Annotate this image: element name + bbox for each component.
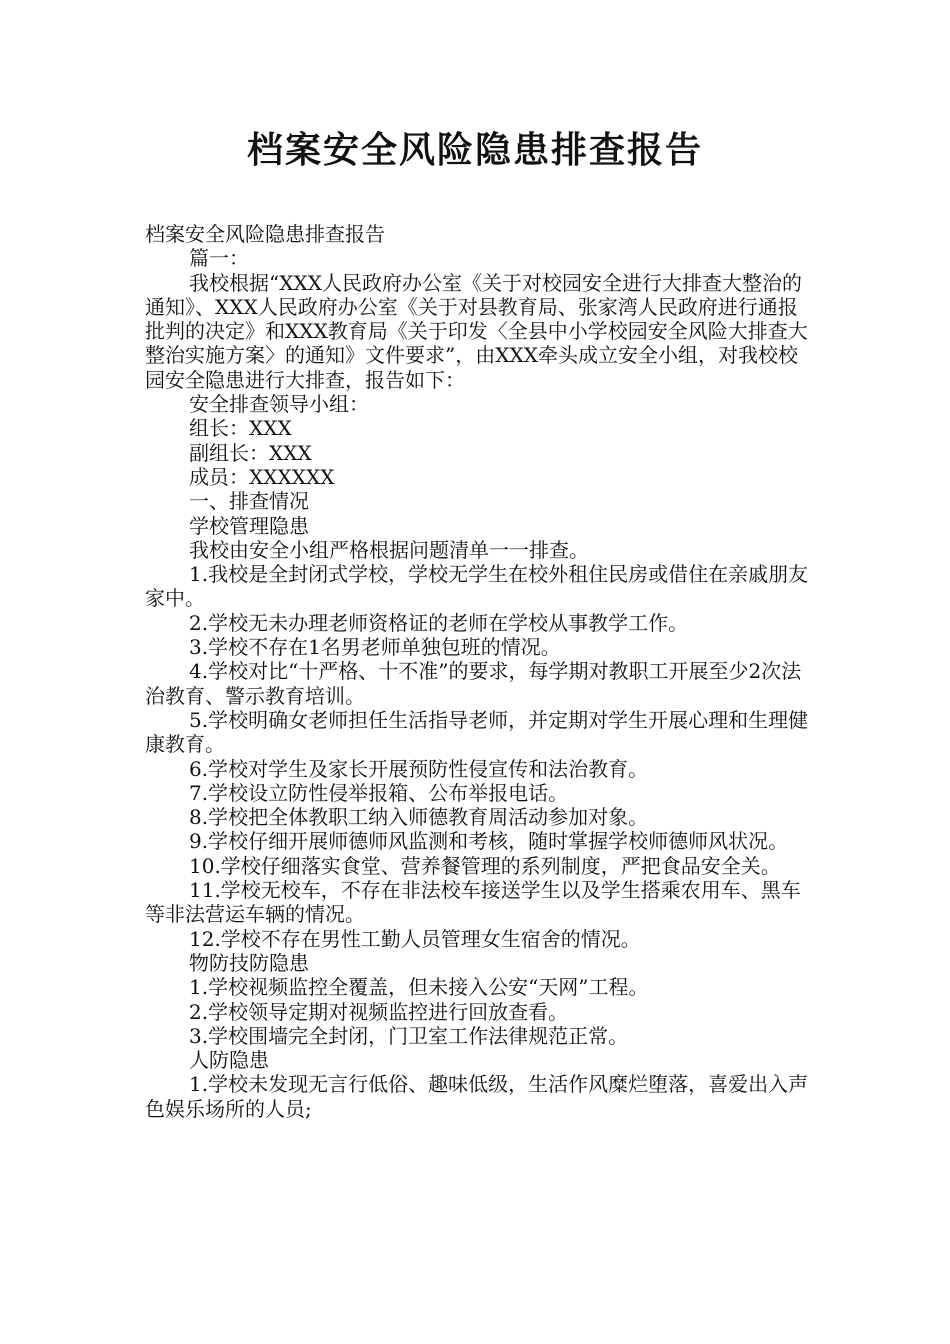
subsection-heading: 物防技防隐患 <box>189 950 309 975</box>
list-item: 9.学校仔细开展师德师风监测和考核，随时掌握学校师德师风状况。 <box>189 829 789 854</box>
team-members: 成员：XXXXXX <box>189 464 335 489</box>
list-item: 6.学校对学生及家长开展预防性侵宣传和法治教育。 <box>189 756 649 781</box>
team-heading: 安全排查领导小组： <box>189 392 369 417</box>
list-item: 2.学校无未办理老师资格证的老师在学校从事教学工作。 <box>189 610 689 635</box>
list-item: 12.学校不存在男性工勤人员管理女生宿舍的情况。 <box>189 926 641 951</box>
subsection-heading: 人防隐患 <box>189 1048 269 1073</box>
paragraph: 我校由安全小组严格根据问题清单一一排查。 <box>189 537 589 562</box>
list-item: 3.学校围墙完全封闭，门卫室工作法律规范正常。 <box>189 1023 629 1048</box>
team-deputy-leader: 副组长：XXX <box>189 440 312 465</box>
list-item: 1.学校未发现无言行低俗、趣味低级，生活作风糜烂堕落，喜爱出入声色娱乐场所的人员; <box>145 1072 809 1121</box>
team-leader: 组长：XXX <box>189 416 292 441</box>
list-item: 11.学校无校车，不存在非法校车接送学生以及学生搭乘农用车、黑车等非法营运车辆的情况。 <box>145 878 801 927</box>
document-title: 档案安全风险隐患排查报告 <box>246 130 703 171</box>
subsection-heading: 学校管理隐患 <box>189 513 309 538</box>
list-item: 3.学校不存在1名男老师单独包班的情况。 <box>189 635 561 660</box>
list-item: 1.我校是全封闭式学校，学校无学生在校外租住民房或借住在亲戚朋友家中。 <box>145 562 809 611</box>
list-item: 5.学校明确女老师担任生活指导老师，并定期对学生开展心理和生理健康教育。 <box>145 707 809 757</box>
list-item: 2.学校领导定期对视频监控进行回放查看。 <box>189 999 569 1024</box>
section-label: 篇一： <box>189 246 249 271</box>
intro-paragraph: 我校根据“XXX人民政府办公室《关于对校园安全进行大排查大整治的通知》、XXX人民政府办公室《关于对县教育局、张家湾人民政府进行通报批判的决定》和XXX教育局《关于印发〈全县中小学校园安全风险大排查大整治实施方案〉的通知》文件要求”，由XXX牵头成立安全小组，对我校校园安全隐患进行大排查，报告如下： <box>145 270 808 392</box>
document-body <box>145 222 810 1121</box>
list-item: 8.学校把全体教职工纳入师德教育周活动参加对象。 <box>189 805 649 830</box>
list-item: 10.学校仔细落实食堂、营养餐管理的系列制度，严把食品安全关。 <box>189 853 781 878</box>
list-item: 4.学校对比“十严格、十不准”的要求，每学期对教职工开展至少2次法治教育、警示教育培训。 <box>145 659 802 708</box>
section-heading: 一、排查情况 <box>189 489 309 514</box>
list-item: 1.学校视频监控全覆盖，但未接入公安“天网”工程。 <box>189 975 649 1000</box>
body-heading: 档案安全风险隐患排查报告 <box>145 222 385 246</box>
list-item: 7.学校设立防性侵举报箱、公布举报电话。 <box>189 780 569 805</box>
